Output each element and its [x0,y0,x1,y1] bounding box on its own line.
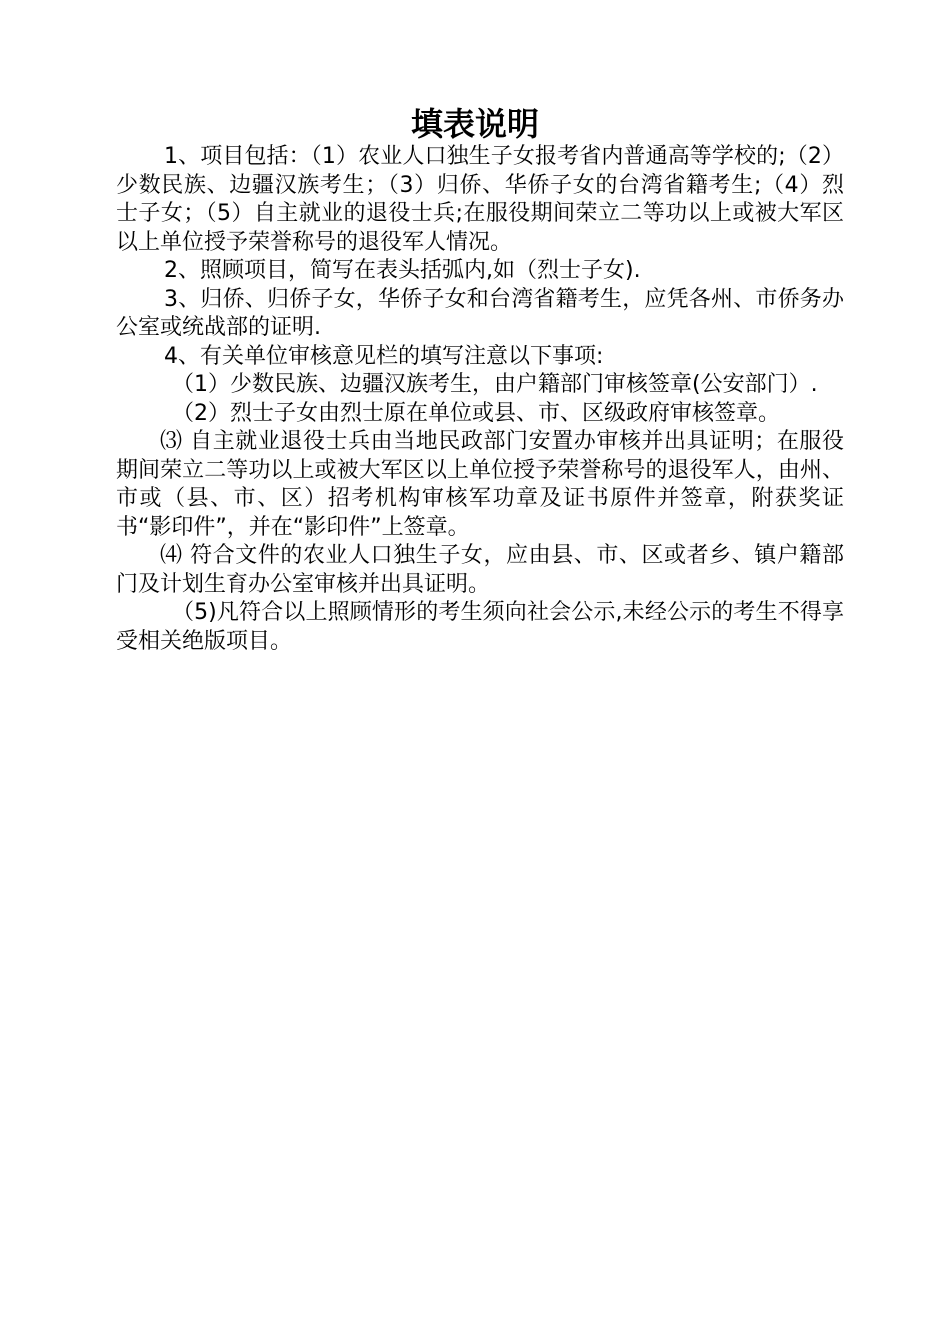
paragraph-item-3: 3、归侨、归侨子女，华侨子女和台湾省籍考生，应凭各州、市侨务办公室或统战部的证明. [116,286,844,340]
paragraph-subitem-2: （2）烈士子女由烈士原在单位或县、市、区级政府审核签章。 [172,400,780,426]
paragraph-item-2: 2、照顾项目，简写在表头括弧内,如（烈士子女). [164,258,641,283]
paragraph-item-4: 4、有关单位审核意见栏的填写注意以下事项: [164,343,604,369]
paragraph-subitem-5: （5)凡符合以上照顾情形的考生须向社会公示,未经公示的考生不得享受相关绝版项目。 [116,600,844,654]
paragraph-subitem-3: ⑶ 自主就业退役士兵由当地民政部门安置办审核并出具证明；在服役期间荣立二等功以上或被大军区以上单位授予荣誉称号的退役军人，由州、市或（县、市、区）招考机构审核军功章及证书原件并签章，附获奖证书“影印件”，并在“影印件”上签章。 [116,429,844,540]
paragraph-item-1: 1、项目包括：（1）农业人口独生子女报考省内普通高等学校的;（2）少数民族、边疆汉族考生；（3）归侨、华侨子女的台湾省籍考生;（4）烈士子女；（5）自主就业的退役士兵;在服役期间荣立二等功以上或被大军区以上单位授予荣誉称号的退役军人情况。 [116,144,844,255]
document-body [116,143,844,656]
paragraph-subitem-4: ⑷ 符合文件的农业人口独生子女，应由县、市、区或者乡、镇户籍部门及计划生育办公室审核并出具证明。 [116,543,844,597]
document-title: 填表说明 [410,105,539,143]
paragraph-subitem-1: （1）少数民族、边疆汉族考生，由户籍部门审核签章(公安部门）. [172,372,818,397]
